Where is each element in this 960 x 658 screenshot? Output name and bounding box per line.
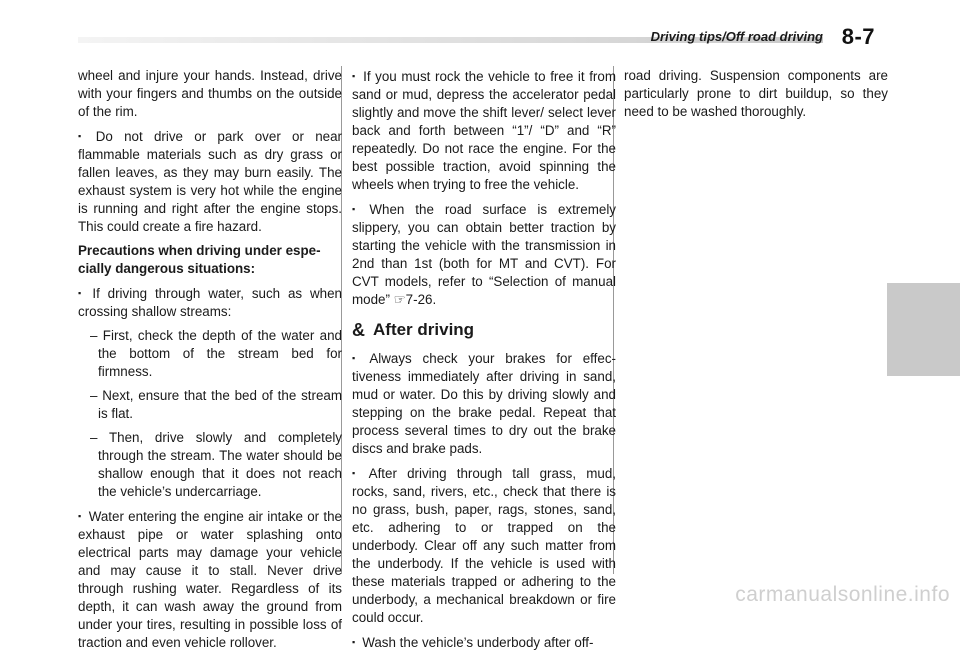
bullet-item: ▪ Always check your brakes for effec- tiveness immediately after driving in sand, mud or water. Do this by driving slowly and stepping on the brake pedal. Repeat that process several times to dry out the brake discs and brake pads. xyxy=(352,349,616,458)
paragraph: road driving. Suspension components are particularly prone to dirt buildup, so they need to be washed thoroughly. xyxy=(624,68,888,119)
subheading: Precautions when driving under espe- cially dangerous situations: xyxy=(78,243,321,276)
column-3 xyxy=(624,67,888,127)
column-1 xyxy=(78,67,342,658)
bullet-item: ▪ If you must rock the vehicle to free it from sand or mud, depress the accelerator pedal slightly and move the shift lever/ select lever back and forth between “1”/ “D” and “R” repeatedly. Do not race the engine. For the best possible traction, avoid spinning the wheels when trying to free the vehicle. xyxy=(352,67,616,194)
dash-item: – Then, drive slowly and completely through the stream. The water should be shallow enough that it does not reach the vehicle’s undercarriage. xyxy=(90,430,342,499)
section-heading xyxy=(352,321,616,339)
dash-item: – First, check the depth of the water and the bottom of the stream bed for firmness. xyxy=(90,328,342,379)
dash-item: – Next, ensure that the bed of the stream is flat. xyxy=(90,388,342,421)
column-2 xyxy=(352,67,616,658)
paragraph: wheel and injure your hands. Instead, drive with your fingers and thumbs on the outside of the rim. xyxy=(78,68,342,119)
bullet-item: ▪ After driving through tall grass, mud, rocks, sand, rivers, etc., check that there is no grass, bush, paper, rags, stones, sand, etc. adhering to or trapped on the underbody. Clear off any such matter from the underbody. If the vehicle is used with these materials trapped or adhering to the underbody, a mechanical breakdown or fire could occur. xyxy=(352,464,616,627)
section-mark-icon: & xyxy=(352,320,365,340)
chapter-tab xyxy=(887,283,960,376)
bullet-item: ▪ Do not drive or park over or near flammable materials such as dry grass or fallen leaves, as they may burn easily. The exhaust system is very hot while the engine is running and right after the engine stops. This could create a fire hazard. xyxy=(78,127,342,236)
bullet-item: ▪ Wash the vehicle’s underbody after off- xyxy=(352,633,616,652)
page-number: 8-7 xyxy=(841,24,875,49)
bullet-item: ▪ Water entering the engine air intake or the exhaust pipe or water splashing onto electrical parts may damage your vehicle and may cause it to stall. Never drive through rushing water. Regardless of its depth, it can wash away the ground from under your tires, resulting in possible loss of traction and even vehicle rollover. xyxy=(78,507,342,652)
section-title: After driving xyxy=(373,320,475,339)
bullet-item: ▪ If driving through water, such as when crossing shallow streams: xyxy=(78,284,342,321)
running-header-section: Driving tips/Off road driving xyxy=(650,29,823,44)
watermark: carmanualsonline.info xyxy=(735,583,950,606)
bullet-item: ▪ When the road surface is extremely slippery, you can obtain better traction by starting the vehicle with the transmission in 2nd than 1st (both for MT and CVT). For CVT models, refer to “Selection of manual mode” ☞7-26. xyxy=(352,200,616,309)
